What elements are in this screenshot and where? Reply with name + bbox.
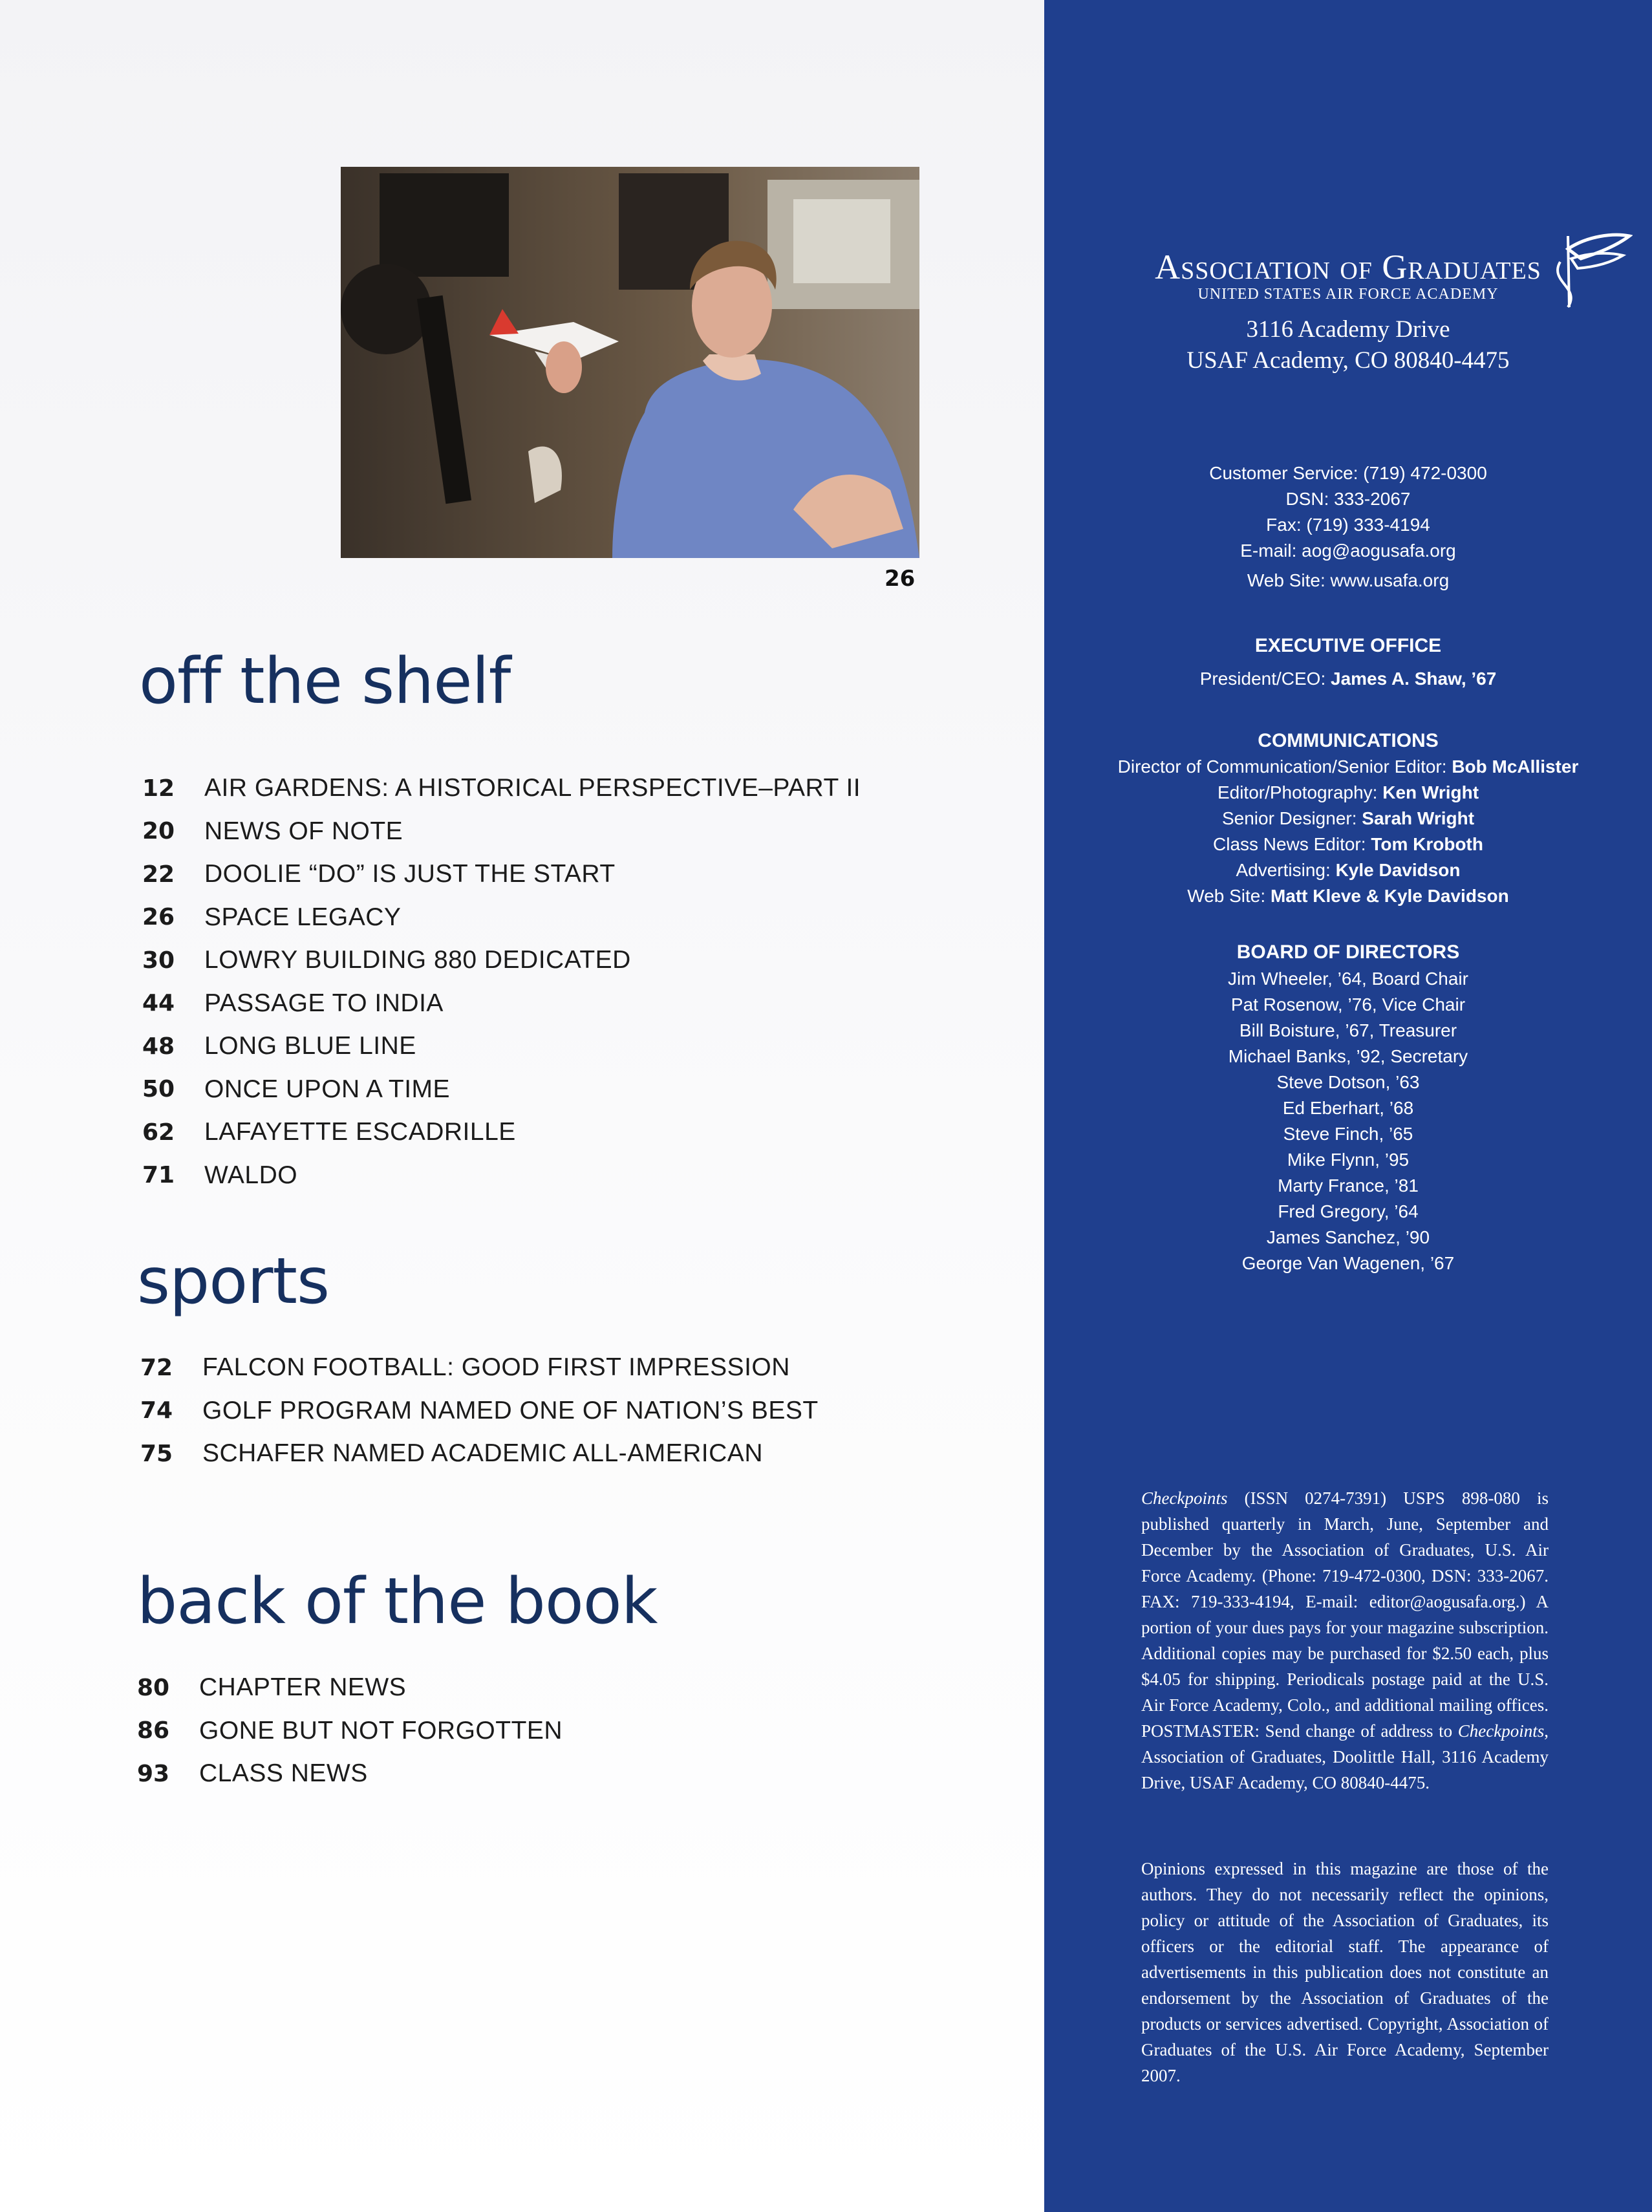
website-url: Web Site: www.usafa.org bbox=[1247, 570, 1450, 590]
toc-entry[interactable] bbox=[142, 853, 861, 896]
toc-entry[interactable] bbox=[142, 1154, 861, 1197]
toc-article-title: GOLF PROGRAM NAMED ONE OF NATION’S BEST bbox=[202, 1396, 819, 1424]
toc-entry[interactable] bbox=[137, 1710, 563, 1753]
board-member: Steve Dotson, ’63 bbox=[1276, 1072, 1420, 1092]
toc-entry[interactable] bbox=[140, 1390, 819, 1433]
toc-list-back-of-the-book bbox=[137, 1666, 563, 1796]
toc-article-title: SPACE LEGACY bbox=[204, 903, 402, 931]
board-member: Fred Gregory, ’64 bbox=[1278, 1201, 1419, 1221]
staff-role: Web Site: bbox=[1187, 886, 1266, 906]
toc-page-number: 22 bbox=[142, 861, 175, 888]
toc-page-number: 75 bbox=[140, 1440, 173, 1467]
dsn-number: DSN: 333-2067 bbox=[1285, 489, 1411, 509]
staff-name: Tom Kroboth bbox=[1371, 834, 1483, 854]
toc-page-number: 71 bbox=[142, 1162, 175, 1189]
staff-name: Bob McAllister bbox=[1452, 757, 1579, 777]
communications-heading: COMMUNICATIONS bbox=[1258, 730, 1439, 751]
toc-page-number: 30 bbox=[142, 947, 175, 974]
publication-info-text: (ISSN 0274-7391) USPS 898-080 is published quarterly in March, June, September and December by the Association of Graduates, U.S. Air Force Academy. (Phone: 719-472-0300, DSN: 333-2067. FAX: 719-333-4194, E-mail: editor@aogusafa.org.) A portion of your dues pays for your magazine subscription. Additional copies may be purchased for $2.50 each, plus $4.05 for shipping. Periodicals postage paid at the U.S. Air Force Academy, Colo., and additional mailing offices. POSTMASTER: Send change of address to bbox=[1141, 1488, 1549, 1741]
toc-list-sports bbox=[140, 1346, 819, 1476]
toc-article-title: SCHAFER NAMED ACADEMIC ALL-AMERICAN bbox=[202, 1439, 763, 1468]
communications-staff-list bbox=[1044, 754, 1652, 909]
toc-page-number: 26 bbox=[142, 904, 175, 931]
staff-name: Kyle Davidson bbox=[1335, 860, 1461, 880]
toc-article-title: CLASS NEWS bbox=[199, 1759, 368, 1788]
board-heading: BOARD OF DIRECTORS bbox=[1236, 941, 1460, 963]
board-member: George Van Wagenen, ’67 bbox=[1241, 1253, 1455, 1273]
board-member: Ed Eberhart, ’68 bbox=[1282, 1098, 1414, 1118]
toc-entry[interactable] bbox=[142, 896, 861, 940]
publication-info-end: , Association of Graduates, Doolittle Hall, 3116 Academy Drive, USAF Academy, CO 80840-4475. bbox=[1141, 1721, 1549, 1792]
staff-line bbox=[1044, 832, 1652, 857]
toc-article-title: LONG BLUE LINE bbox=[204, 1032, 416, 1060]
section-title-back-of-the-book: back of the book bbox=[137, 1565, 658, 1638]
toc-page-number: 12 bbox=[142, 775, 175, 802]
toc-article-title: FALCON FOOTBALL: GOOD FIRST IMPRESSION bbox=[202, 1353, 790, 1382]
president-ceo-name: James A. Shaw, ’67 bbox=[1331, 669, 1497, 689]
section-title-sports: sports bbox=[137, 1245, 329, 1318]
toc-entry[interactable] bbox=[142, 939, 861, 982]
org-address-line1: 3116 Academy Drive bbox=[1246, 316, 1450, 343]
toc-page-number: 50 bbox=[142, 1076, 175, 1103]
toc-entry[interactable] bbox=[140, 1432, 819, 1476]
staff-line bbox=[1044, 780, 1652, 806]
toc-page-number: 62 bbox=[142, 1119, 175, 1146]
publication-title-2: Checkpoints bbox=[1457, 1721, 1545, 1741]
staff-role: Director of Communication/Senior Editor: bbox=[1117, 757, 1447, 777]
toc-page-number: 80 bbox=[137, 1674, 170, 1701]
toc-entry[interactable] bbox=[142, 982, 861, 1025]
toc-entry[interactable] bbox=[142, 1111, 861, 1154]
toc-entry[interactable] bbox=[142, 1068, 861, 1111]
staff-line bbox=[1044, 754, 1652, 780]
toc-entry[interactable] bbox=[137, 1752, 563, 1796]
toc-entry[interactable] bbox=[140, 1346, 819, 1390]
email-address: E-mail: aog@aogusafa.org bbox=[1240, 541, 1456, 561]
fax-number: Fax: (719) 333-4194 bbox=[1266, 515, 1430, 535]
org-subtitle: UNITED STATES AIR FORCE ACADEMY bbox=[1197, 286, 1499, 303]
staff-role: Class News Editor: bbox=[1213, 834, 1366, 854]
customer-service-phone: Customer Service: (719) 472-0300 bbox=[1209, 463, 1487, 483]
board-member: Marty France, ’81 bbox=[1278, 1176, 1419, 1196]
toc-page-number: 93 bbox=[137, 1760, 170, 1787]
staff-role: Senior Designer: bbox=[1221, 808, 1357, 828]
toc-entry[interactable] bbox=[142, 810, 861, 854]
toc-article-title: WALDO bbox=[204, 1161, 298, 1189]
feature-photo bbox=[341, 167, 919, 558]
toc-article-title: AIR GARDENS: A HISTORICAL PERSPECTIVE–PART II bbox=[204, 774, 861, 802]
publication-info bbox=[1141, 1485, 1549, 1796]
toc-entry[interactable] bbox=[137, 1666, 563, 1710]
toc-article-title: PASSAGE TO INDIA bbox=[204, 989, 444, 1017]
staff-line bbox=[1044, 806, 1652, 832]
board-member: Mike Flynn, ’95 bbox=[1287, 1150, 1410, 1170]
feature-photo-illustration bbox=[341, 167, 919, 558]
staff-line bbox=[1044, 857, 1652, 883]
board-members-list bbox=[1044, 966, 1652, 1276]
staff-role: Editor/Photography: bbox=[1217, 782, 1378, 802]
board-member: James Sanchez, ’90 bbox=[1266, 1227, 1430, 1247]
toc-article-title: CHAPTER NEWS bbox=[199, 1673, 407, 1702]
masthead-panel bbox=[1044, 0, 1652, 2212]
toc-list-off-the-shelf bbox=[142, 767, 861, 1197]
toc-article-title: LAFAYETTE ESCADRILLE bbox=[204, 1118, 516, 1146]
toc-page-number: 74 bbox=[140, 1397, 173, 1424]
disclaimer-text: Opinions expressed in this magazine are those of the authors. They do not necessarily reflect the opinions, policy or attitude of the Association of Graduates, its officers or the editorial staff. The appearance of advertisements in this publication does not constitute an endorsement by the Association of Graduates of the products or services advertised. Copyright, Association of Graduates of the U.S. Air Force Academy, September 2007. bbox=[1141, 1859, 1549, 2085]
board-member: Bill Boisture, ’67, Treasurer bbox=[1239, 1020, 1457, 1040]
president-ceo-line bbox=[1044, 666, 1652, 692]
toc-page-number: 48 bbox=[142, 1033, 175, 1060]
section-title-off-the-shelf: off the shelf bbox=[139, 645, 511, 718]
toc-article-title: LOWRY BUILDING 880 DEDICATED bbox=[204, 946, 631, 974]
org-name: Association of Graduates bbox=[1155, 248, 1541, 286]
staff-role: Advertising: bbox=[1236, 860, 1331, 880]
staff-name: Matt Kleve & Kyle Davidson bbox=[1270, 886, 1509, 906]
photo-page-number: 26 bbox=[885, 566, 916, 592]
toc-article-title: NEWS OF NOTE bbox=[204, 817, 403, 845]
publication-title: Checkpoints bbox=[1141, 1488, 1228, 1508]
staff-line bbox=[1044, 883, 1652, 909]
board-member: Steve Finch, ’65 bbox=[1283, 1124, 1413, 1144]
toc-article-title: GONE BUT NOT FORGOTTEN bbox=[199, 1716, 563, 1745]
org-address-line2: USAF Academy, CO 80840-4475 bbox=[1186, 347, 1510, 374]
toc-page-number: 86 bbox=[137, 1717, 170, 1745]
toc-page-number: 20 bbox=[142, 818, 175, 845]
executive-office-heading: EXECUTIVE OFFICE bbox=[1254, 635, 1442, 656]
president-ceo-role: President/CEO: bbox=[1199, 669, 1326, 689]
toc-article-title: ONCE UPON A TIME bbox=[204, 1075, 451, 1103]
board-member: Pat Rosenow, ’76, Vice Chair bbox=[1230, 994, 1466, 1015]
toc-page-number: 72 bbox=[140, 1354, 173, 1381]
toc-entry[interactable] bbox=[142, 1025, 861, 1068]
board-member: Michael Banks, ’92, Secretary bbox=[1228, 1046, 1468, 1066]
board-member: Jim Wheeler, ’64, Board Chair bbox=[1228, 969, 1468, 989]
toc-page-number: 44 bbox=[142, 990, 175, 1017]
staff-name: Sarah Wright bbox=[1362, 808, 1475, 828]
toc-entry[interactable] bbox=[142, 767, 861, 810]
staff-name: Ken Wright bbox=[1382, 782, 1479, 802]
toc-article-title: DOOLIE “DO” IS JUST THE START bbox=[204, 860, 616, 888]
